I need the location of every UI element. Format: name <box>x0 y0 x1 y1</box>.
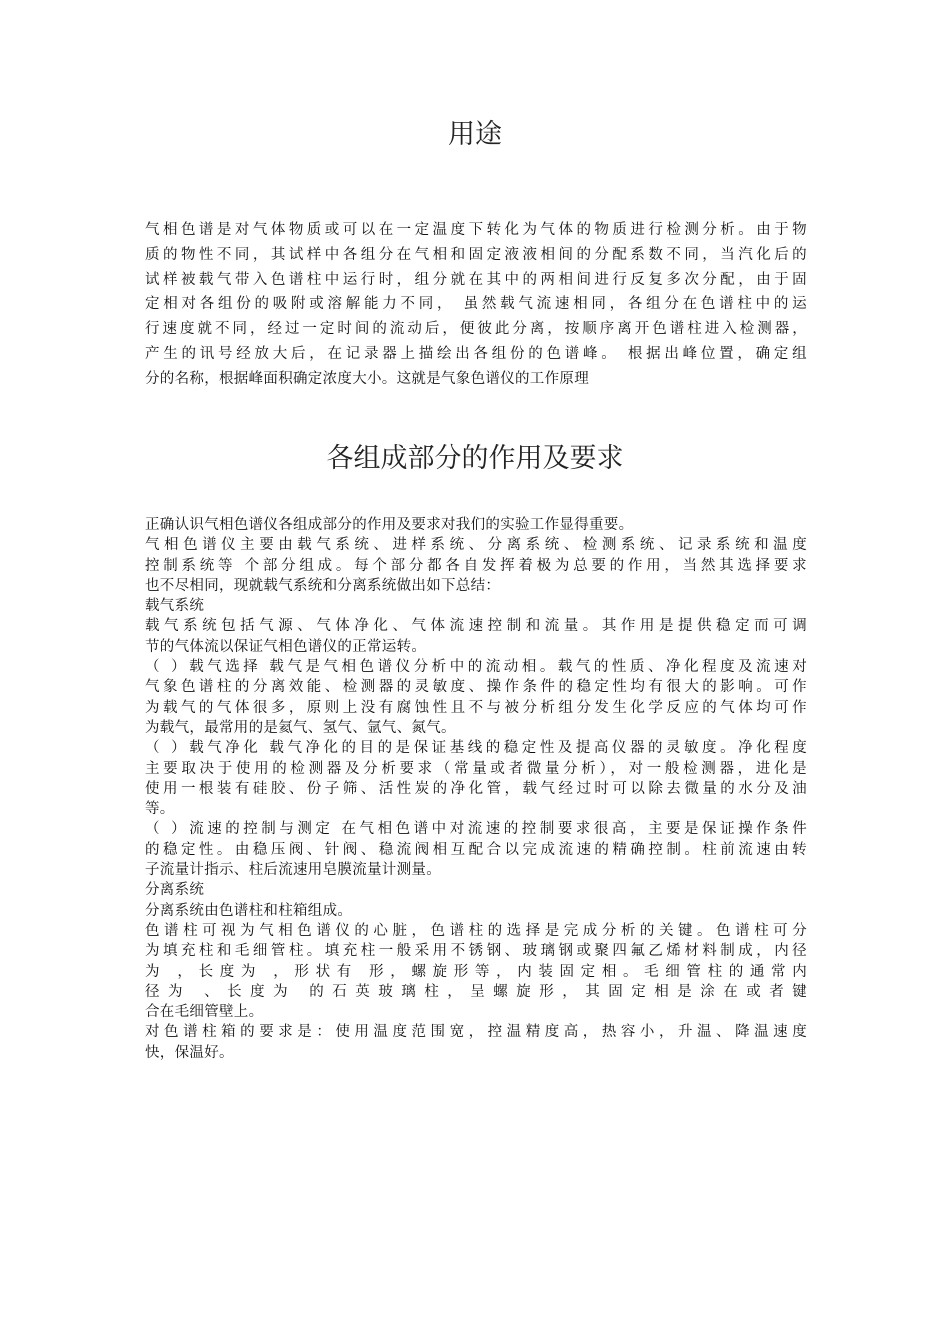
components-body <box>145 515 807 1063</box>
text-line: 主要取决于使用的检测器及分析要求（常量或者微量分析），对一般检测器，进化是 <box>145 760 807 777</box>
text-line: 快，保温好。 <box>145 1044 234 1061</box>
text-line: 控制系统等 个部分组成。每个部分都各自发挥着极为总要的作用，当然其选择要求 <box>145 557 807 574</box>
text-line: 为 ，长度为 ，形状有 形，螺旋形等，内装固定相。毛细管柱的通常内 <box>145 963 807 980</box>
text-line: 色谱柱可视为气相色谱仪的心脏，色谱柱的选择是完成分析的关键。色谱柱可分 <box>145 922 807 939</box>
text-line: 合在毛细管壁上。 <box>145 1004 264 1021</box>
text-line: 的稳定性。由稳压阀、针阀、稳流阀相互配合以完成流速的精确控制。柱前流速由转 <box>145 841 807 858</box>
text-line: 为载气，最常用的是氦气、氢气、氩气、氮气。 <box>145 719 456 736</box>
text-line: （ ）载气选择 载气是气相色谱仪分析中的流动相。载气的性质、净化程度及流速对 <box>145 659 807 676</box>
section-title-usage: 用途 <box>448 119 502 150</box>
text-line: 气相色谱仪主要由载气系统、进样系统、分离系统、检测系统、记录系统和温度 <box>145 537 807 554</box>
text-line: 使用一根装有硅胶、份子筛、活性炭的净化管，载气经过时可以除去微量的水分及油 <box>145 780 807 797</box>
text-line: 对色谱柱箱的要求是：使用温度范围宽，控温精度高，热容小，升温、降温速度 <box>145 1024 807 1041</box>
text-line: 试样被载气带入色谱柱中运行时，组分就在其中的两相间进行反复多次分配，由于固 <box>145 271 807 288</box>
text-line: 载气系统包括气源、气体净化、气体流速控制和流量。其作用是提供稳定而可调 <box>145 618 807 635</box>
text-line: 分的名称，根据峰面积确定浓度大小。这就是气象色谱仪的工作原理 <box>145 370 589 387</box>
text-line: 节的气体流以保证气相色谱仪的正常运转。 <box>145 638 427 655</box>
text-line: 气象色谱柱的分离效能、检测器的灵敏度、操作条件的稳定性均有很大的影响。可作 <box>145 679 807 696</box>
text-line: 子流量计指示、柱后流速用皂膜流量计测量。 <box>145 862 441 879</box>
usage-paragraph <box>145 218 807 392</box>
text-line: 等。 <box>145 801 175 818</box>
text-line: 径为 、长度为 的石英玻璃柱，呈螺旋形，其固定相是涂在或者键 <box>145 983 807 1000</box>
text-line: 为填充柱和毛细管柱。填充柱一般采用不锈钢、玻璃钢或聚四氟乙烯材料制成，内径 <box>145 943 807 960</box>
text-line: 分离系统由色谱柱和柱箱组成。 <box>145 902 353 919</box>
subheading-carrier-gas-system: 载气系统 <box>145 598 205 615</box>
text-line: 正确认识气相色谱仪各组成部分的作用及要求对我们的实验工作显得重要。 <box>145 517 634 533</box>
text-line: 行速度就不同，经过一定时间的流动后，便彼此分离，按顺序离开色谱柱进入检测器， <box>145 321 807 338</box>
text-line: 也不尽相同，现就载气系统和分离系统做出如下总结： <box>145 577 501 594</box>
subheading-separation-system: 分离系统 <box>145 882 205 899</box>
text-line: 定相对各组份的吸附或溶解能力不同， 虽然载气流速相同，各组分在色谱柱中的运 <box>145 296 807 313</box>
text-line: （ ）载气净化 载气净化的目的是保证基线的稳定性及提高仪器的灵敏度。净化程度 <box>145 740 807 757</box>
section-title-components: 各组成部分的作用及要求 <box>326 443 624 474</box>
text-line: 气相色谱是对气体物质或可以在一定温度下转化为气体的物质进行检测分析。由于物 <box>145 222 807 238</box>
text-line: 质的物性不同，其试样中各组分在气相和固定液液相间的分配系数不同，当汽化后的 <box>145 246 807 263</box>
text-line: 产生的讯号经放大后，在记录器上描绘出各组份的色谱峰。 根据出峰位置，确定组 <box>145 345 807 362</box>
text-line: 为载气的气体很多，原则上没有腐蚀性且不与被分析组分发生化学反应的气体均可作 <box>145 699 807 716</box>
text-line: （ ）流速的控制与测定 在气相色谱中对流速的控制要求很高，主要是保证操作条件 <box>145 821 807 838</box>
